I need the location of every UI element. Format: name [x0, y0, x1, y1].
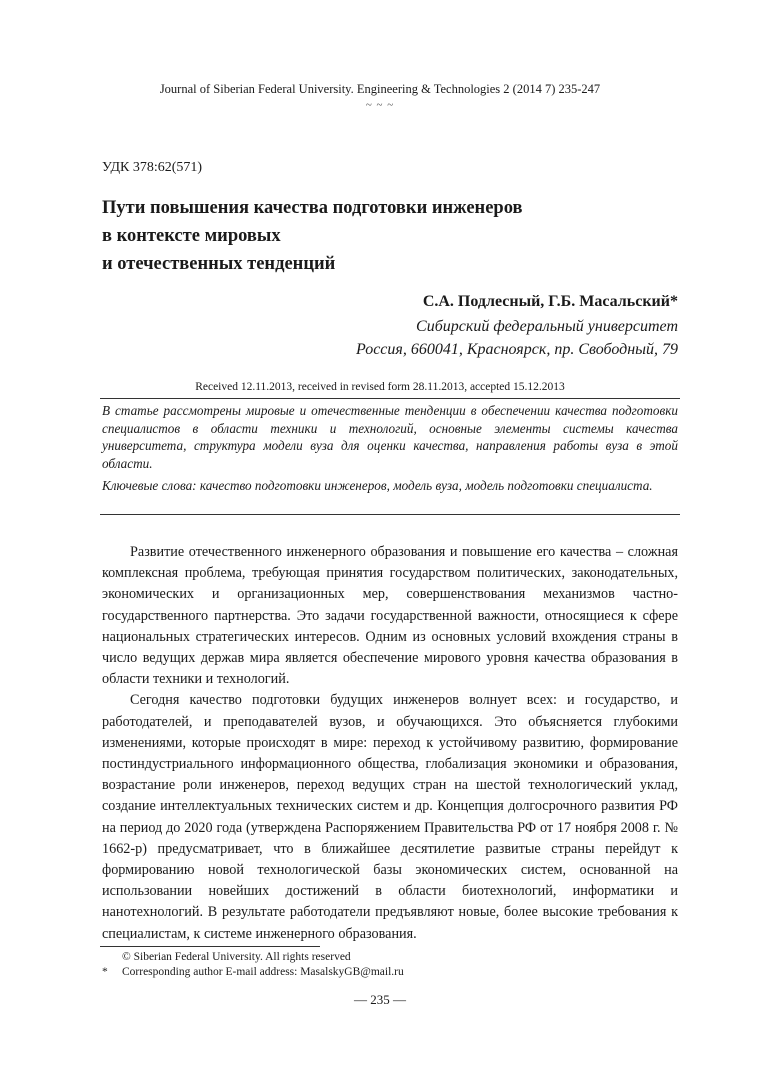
footnote-copyright — [102, 951, 351, 963]
footnote-corresponding — [102, 966, 404, 978]
header-ornament: ~ ~ ~ — [365, 99, 395, 111]
keywords: Ключевые слова: качество подготовки инженеров, модель вуза, модель подготовки специалиста. — [102, 478, 653, 493]
footnote-rule — [100, 946, 320, 947]
corresponding-text: Corresponding author E-mail address: MasalskyGB@mail.ru — [122, 966, 404, 978]
copyright-text: © Siberian Federal University. All rights reserved — [122, 951, 351, 963]
title-line: в контексте мировых — [102, 226, 281, 246]
body-text — [102, 542, 678, 945]
abstract: В статье рассмотрены мировые и отечественные тенденции в обеспечении качества подготовки специалистов в области техники и технологий, основные элементы системы качества университета, структура модели вуза для оценки качества, направления работы вуза в этой области. — [102, 403, 678, 471]
received-dates: Received 12.11.2013, received in revised form 28.11.2013, accepted 15.12.2013 — [195, 381, 565, 393]
abstract-top-rule — [100, 398, 680, 399]
abstract-bottom-rule — [100, 514, 680, 515]
footnote-mark: * — [102, 966, 108, 978]
paragraph: Сегодня качество подготовки будущих инженеров волнует всех: и государство, и работодателей, и преподавателей вузов, и обучающихся. Это объясняется глубокими изменениями, которые происходят в мире: переход к устойчивому развитию, формирование постиндустриального информационного общества, глобализация экономики и образования, возрастание роли инженеров, переход ведущих стран на шестой технологический уклад, создание интеллектуальных технических систем и др. Концепция долгосрочного развития РФ на период до 2020 года (утверждена Распоряжением Правительства РФ от 17 ноября 2008 г. № 1662-р) предусматривает, что в ближайшее десятилетие развитые страны перейдут к формированию новой технологической базы экономических систем, основанной на использовании новейших достижений в области биотехнологий, информатики и нанотехнологий. В результате работодатели предъявляют новые, более высокие требования к специалистам, к системе инженерного образования. — [102, 692, 678, 942]
affiliation-institution: Сибирский федеральный университет — [416, 318, 678, 335]
udk-code: УДК 378:62(571) — [102, 160, 203, 175]
paragraph: Развитие отечественного инженерного образования и повышение его качества – сложная комплексная проблема, требующая принятия государством политических, законодательных, экономических и организационных мер, совершенствования механизмов частно-государственного партнерства. Это задачи государственной важности, относящиеся к сфере национальных стратегических интересов. Одним из основных условий вхождения страны в число ведущих держав мира является обеспечение мирового уровня качества образования в области техники и технологий. — [102, 544, 678, 688]
page-number: — 235 — — [354, 992, 406, 1007]
affiliation-address: Россия, 660041, Красноярск, пр. Свободный, 79 — [356, 341, 678, 358]
article-title — [102, 194, 523, 278]
journal-header: Journal of Siberian Federal University. Engineering & Technologies 2 (2014 7) 235-247 — [159, 82, 601, 96]
title-line: Пути повышения качества подготовки инженеров — [102, 198, 523, 218]
title-line: и отечественных тенденций — [102, 254, 336, 274]
authors: С.А. Подлесный, Г.Б. Масальский* — [422, 293, 678, 310]
